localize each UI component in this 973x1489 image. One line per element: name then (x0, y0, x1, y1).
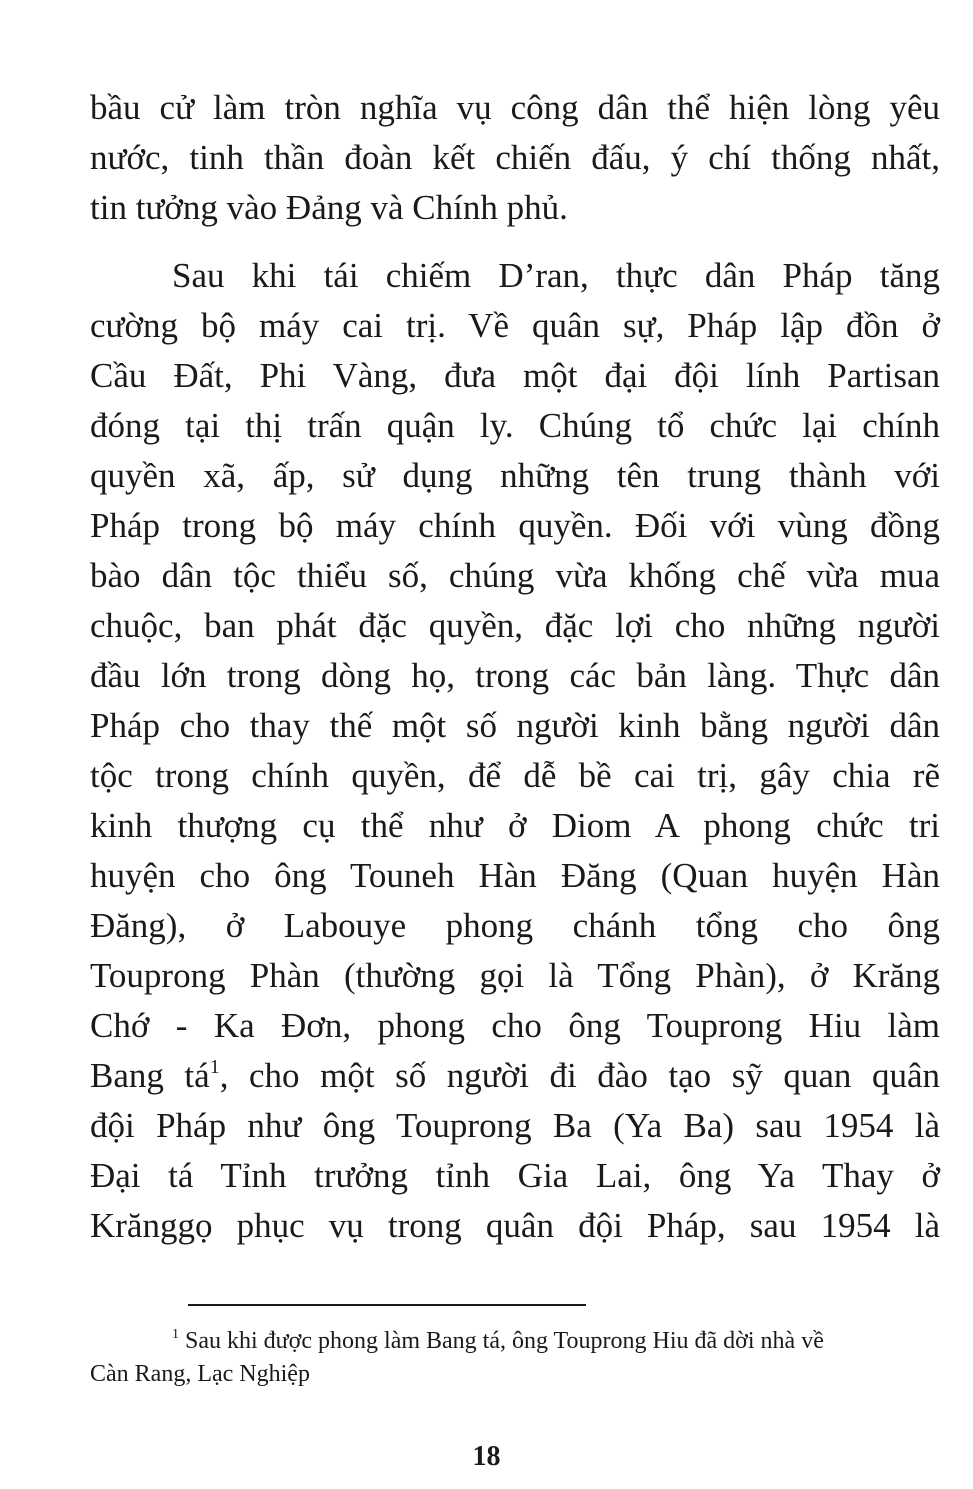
body-line: nước, tinh thần đoàn kết chiến đấu, ý chí thống nhất, (90, 138, 940, 177)
body-line-with-footnote-ref (90, 1051, 940, 1101)
body-line: Pháp trong bộ máy chính quyền. Đối với vùng đồng (90, 506, 940, 545)
footnote-separator (188, 1304, 586, 1306)
body-line: Krănggọ phục vụ trong quân đội Pháp, sau 1954 là (90, 1206, 940, 1245)
body-line: cường bộ máy cai trị. Về quân sự, Pháp lập đồn ở (90, 306, 940, 345)
body-line: Đăng), ở Labouye phong chánh tổng cho ông (90, 906, 940, 945)
footnote-line (172, 1325, 940, 1358)
footnote-reference: 1 (209, 1056, 220, 1078)
body-line: bầu cử làm tròn nghĩa vụ công dân thể hiện lòng yêu (90, 88, 940, 127)
body-line: Pháp cho thay thế một số người kinh bằng người dân (90, 706, 940, 745)
body-line: đóng tại thị trấn quận ly. Chúng tổ chức lại chính (90, 406, 940, 445)
body-line: kinh thượng cụ thể như ở Diom A phong chức tri (90, 806, 940, 845)
body-line: quyền xã, ấp, sử dụng những tên trung thành với (90, 456, 940, 495)
footnote-marker: 1 (172, 1327, 179, 1342)
text-segment: Bang tá (90, 1056, 210, 1095)
footnote-text: Sau khi được phong làm Bang tá, ông Touprong Hiu đã dời nhà về (179, 1328, 824, 1354)
body-line: đội Pháp như ông Touprong Ba (Ya Ba) sau 1954 là (90, 1106, 940, 1145)
footnote-line: Càn Rang, Lạc Nghiệp (90, 1361, 310, 1387)
body-line: Chớ - Ka Đơn, phong cho ông Touprong Hiu làm (90, 1006, 940, 1045)
text-segment: , cho một số người đi đào tạo sỹ quan quân (219, 1056, 941, 1095)
body-line: tộc trong chính quyền, để dễ bề cai trị, gây chia rẽ (90, 756, 940, 795)
body-line: Đại tá Tỉnh trưởng tỉnh Gia Lai, ông Ya Thay ở (90, 1156, 940, 1195)
body-line: Touprong Phàn (thường gọi là Tổng Phàn), ở Krăng (90, 956, 940, 995)
body-line: Cầu Đất, Phi Vàng, đưa một đại đội lính Partisan (90, 356, 940, 395)
page-number: 18 (472, 1441, 501, 1472)
body-line-indented: Sau khi tái chiếm D’ran, thực dân Pháp tăng (172, 256, 940, 295)
body-line: tin tưởng vào Đảng và Chính phủ. (90, 188, 568, 227)
body-line: bào dân tộc thiểu số, chúng vừa khống chế vừa mua (90, 556, 940, 595)
body-line: huyện cho ông Touneh Hàn Đăng (Quan huyện Hàn (90, 856, 940, 895)
body-line: đầu lớn trong dòng họ, trong các bản làng. Thực dân (90, 656, 940, 695)
body-line: chuộc, ban phát đặc quyền, đặc lợi cho những người (90, 606, 940, 645)
